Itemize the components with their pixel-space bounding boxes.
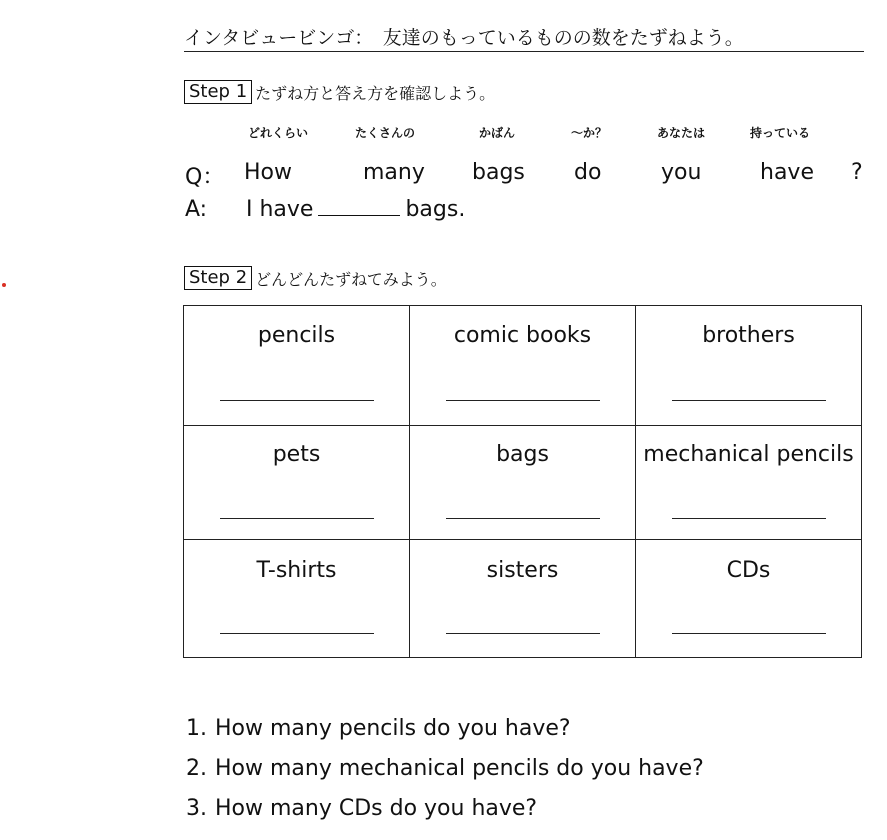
question-prefix: Q： <box>185 165 225 190</box>
bingo-grid <box>183 305 862 658</box>
bingo-cell <box>410 426 636 540</box>
ruby-you: あなたは <box>657 126 706 140</box>
question-word-bags: bags <box>472 160 525 185</box>
ruby-have: 持っている <box>750 126 811 140</box>
answer-line <box>446 518 600 519</box>
answer-start: I have <box>246 197 314 222</box>
bingo-cell-label: mechanical pencils <box>643 442 854 467</box>
bingo-cell <box>410 540 636 658</box>
bingo-cell-label: sisters <box>486 558 559 583</box>
question-word-many: many <box>363 160 425 185</box>
ruby-many: たくさんの <box>355 126 416 140</box>
bingo-cell-label: bags <box>496 442 549 467</box>
question-word-how: How <box>244 160 292 185</box>
answer-line <box>220 518 374 519</box>
answer-line <box>446 633 600 634</box>
bingo-cell <box>184 540 410 658</box>
question-number: 3. <box>186 796 207 821</box>
step2-line <box>184 266 447 290</box>
question-number: 2. <box>186 756 207 781</box>
question-word-you: you <box>661 160 702 185</box>
red-dot-marker <box>2 283 6 287</box>
list-item <box>186 792 704 832</box>
bingo-cell <box>636 540 862 658</box>
question-word-do: do <box>574 160 602 185</box>
bingo-row <box>184 540 862 658</box>
bingo-cell-label: brothers <box>702 323 795 348</box>
answer-prefix: A: <box>185 197 208 222</box>
step1-label: Step 1 <box>184 80 252 104</box>
question-text: How many mechanical pencils do you have? <box>215 756 704 781</box>
ruby-bags: かばん <box>479 126 516 140</box>
bingo-cell <box>184 426 410 540</box>
bingo-cell-label: pets <box>272 442 321 467</box>
answer-line <box>672 518 826 519</box>
step2-instruction: どんどんたずねてみよう。 <box>255 269 447 289</box>
bingo-cell-label: pencils <box>257 323 336 348</box>
question-word-have: have <box>760 160 814 185</box>
answer-end: bags. <box>405 197 466 222</box>
question-mark: ? <box>851 160 863 185</box>
question-text: How many pencils do you have? <box>215 716 571 741</box>
bingo-cell-label: T-shirts <box>256 558 337 583</box>
step2-label: Step 2 <box>184 266 252 290</box>
bingo-row <box>184 306 862 426</box>
step1-instruction: たずね方と答え方を確認しよう。 <box>255 83 496 103</box>
bingo-cell <box>410 306 636 426</box>
question-text: How many CDs do you have? <box>215 796 538 821</box>
answer-line <box>672 400 826 401</box>
bingo-cell <box>636 426 862 540</box>
step1-line <box>184 80 495 104</box>
question-list <box>186 712 704 832</box>
list-item <box>186 712 704 752</box>
answer-line <box>672 633 826 634</box>
answer-line <box>220 633 374 634</box>
bingo-cell-label: comic books <box>453 323 592 348</box>
bingo-row <box>184 426 862 540</box>
answer-blank <box>318 197 400 216</box>
answer-line <box>446 400 600 401</box>
ruby-how: どれくらい <box>248 126 309 140</box>
worksheet-title: インタビュービンゴ： 友達のもっているものの数をたずねよう。 <box>184 26 864 52</box>
answer-line <box>220 400 374 401</box>
bingo-cell-label: CDs <box>726 558 771 583</box>
bingo-cell <box>184 306 410 426</box>
bingo-cell <box>636 306 862 426</box>
ruby-do: ～か？ <box>571 126 608 140</box>
list-item <box>186 752 704 792</box>
answer-sentence <box>246 197 465 222</box>
question-number: 1. <box>186 716 207 741</box>
